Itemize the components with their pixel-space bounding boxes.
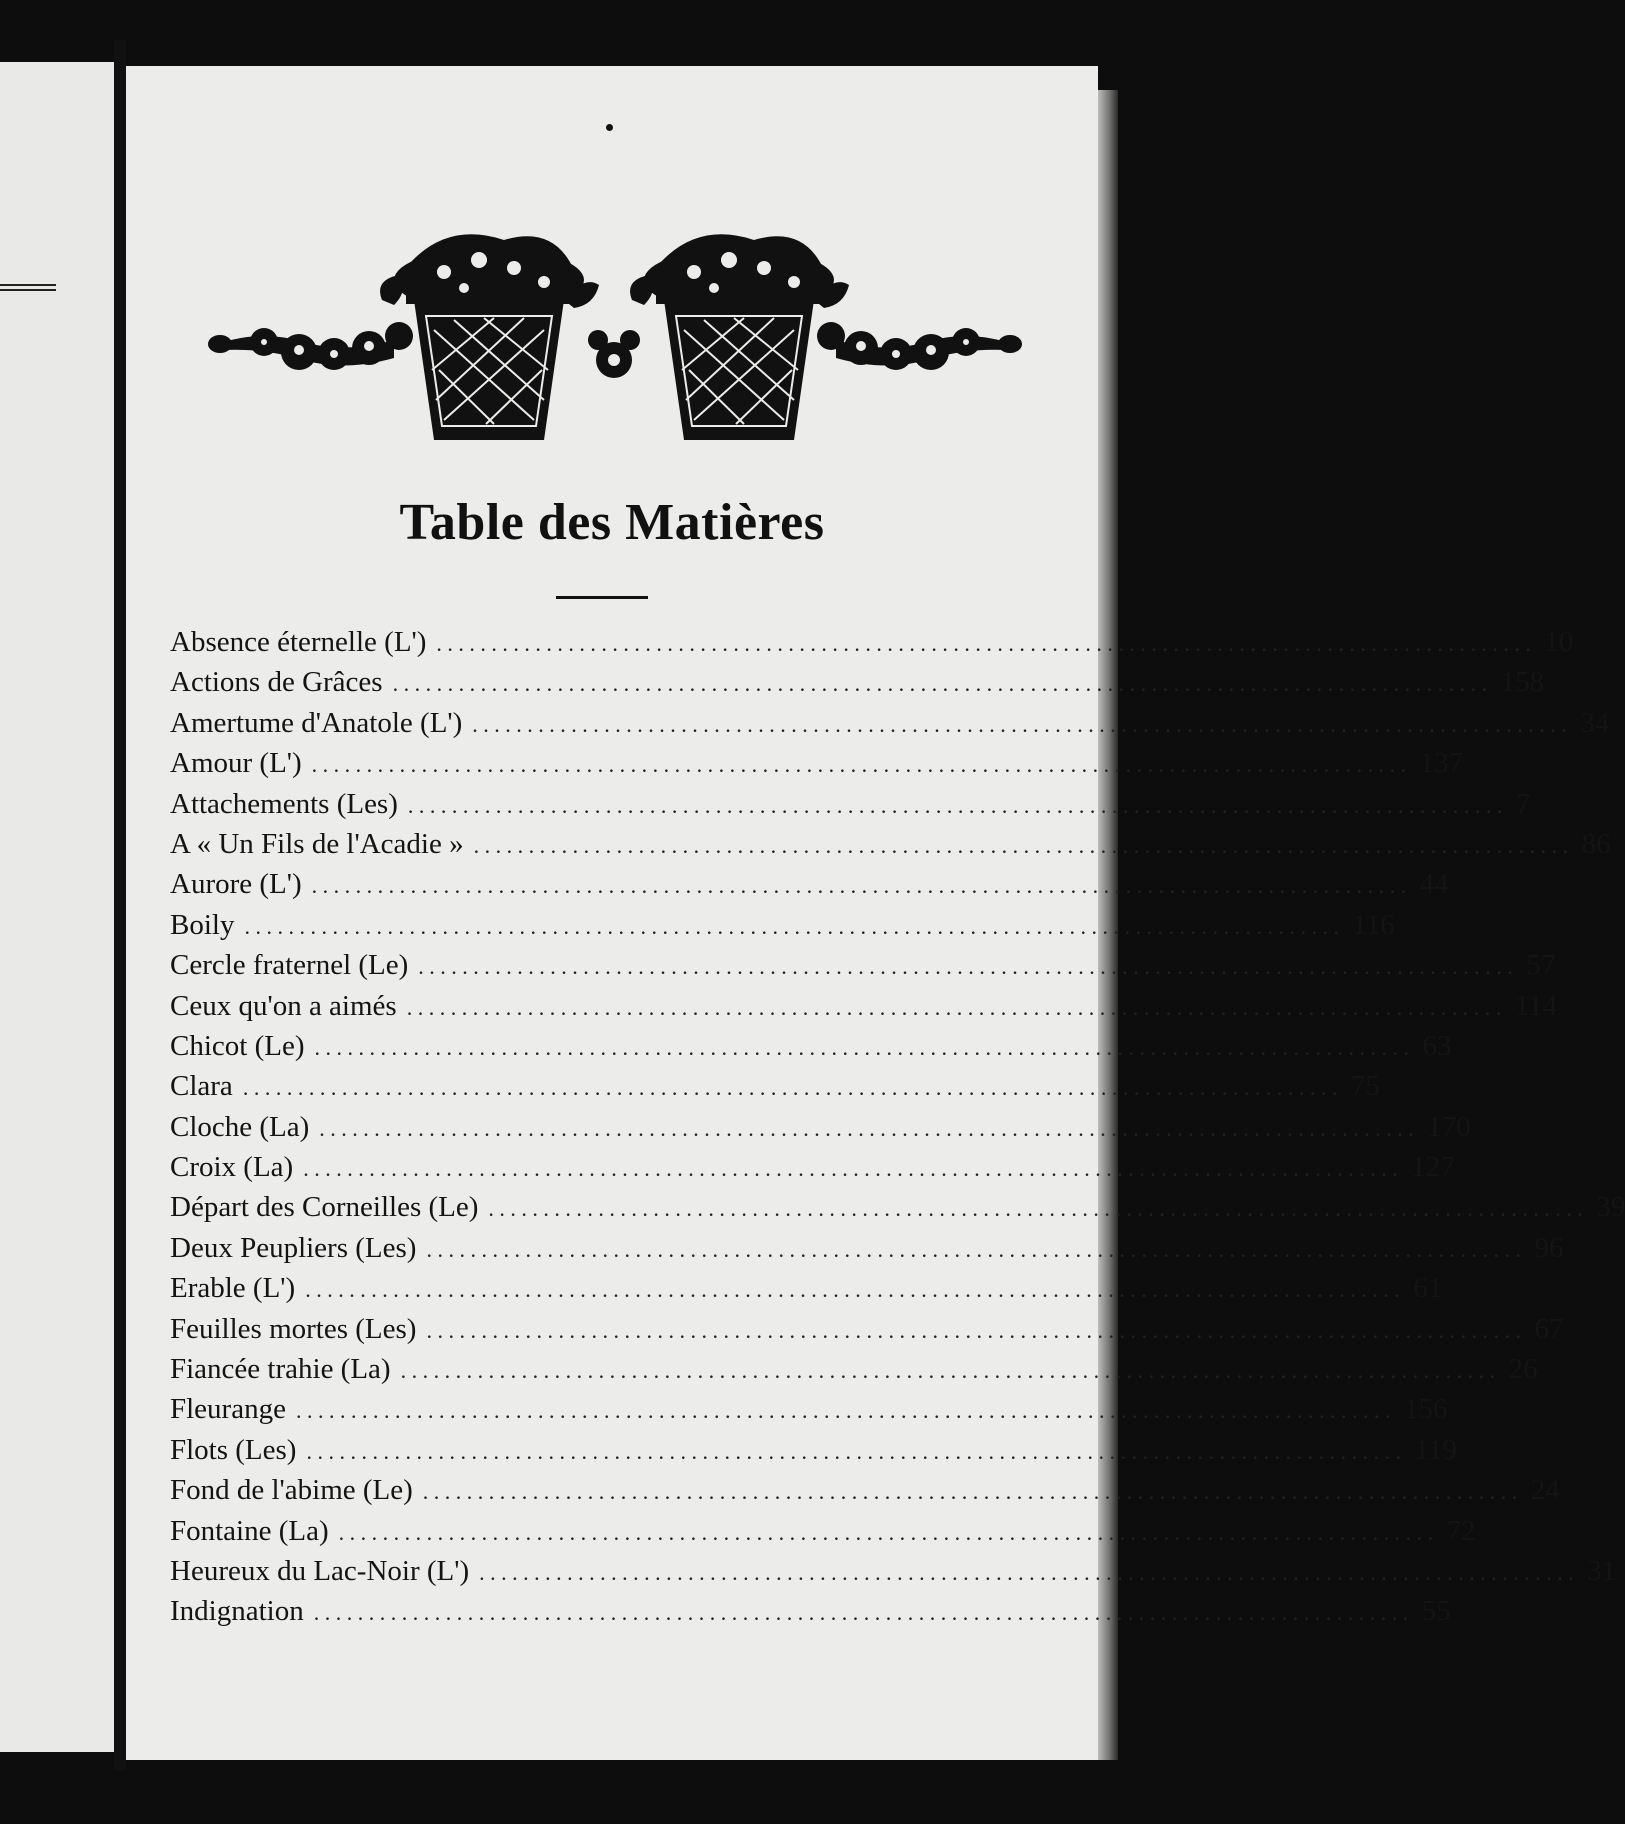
toc-entry: [170, 1231, 1564, 1272]
toc-dot-leader: ....................................................................................................: [319, 1115, 1420, 1141]
page-dot: [606, 124, 613, 131]
toc-entry-title: Ceux qu'on a aimés: [170, 989, 397, 1022]
toc-entry: [170, 1151, 1455, 1191]
toc-entry-page-number: 24: [1530, 1474, 1560, 1507]
toc-dot-leader: ....................................................................................................: [392, 671, 1493, 697]
toc-entry-page-number: 170: [1427, 1110, 1471, 1143]
toc-entry: [170, 1595, 1451, 1635]
toc-entry: [170, 1554, 1617, 1595]
toc-entry: [170, 1272, 1443, 1312]
toc-entry-title: Amertume d'Anatole (L'): [170, 706, 463, 739]
toc-entry-title: Fleurange: [170, 1393, 286, 1426]
toc-dot-leader: ....................................................................................................: [479, 1559, 1580, 1585]
toc-entry-page-number: 86: [1581, 827, 1611, 860]
toc-entry: [170, 1110, 1471, 1151]
toc-entry: [170, 868, 1449, 908]
toc-entry: [170, 706, 1610, 747]
toc-dot-leader: ....................................................................................................: [314, 1034, 1415, 1060]
toc-entry: [170, 1070, 1380, 1110]
toc-entry-title: Deux Peupliers (Les): [170, 1231, 417, 1264]
toc-entry: [170, 1433, 1457, 1474]
toc-dot-leader: ....................................................................................................: [306, 1438, 1407, 1464]
toc-entry-title: Heureux du Lac-Noir (L'): [170, 1554, 470, 1587]
toc-dot-leader: ....................................................................................................: [407, 792, 1508, 818]
toc-entry-page-number: 119: [1414, 1433, 1457, 1466]
toc-entry: [170, 666, 1545, 706]
toc-entry: [170, 1353, 1538, 1393]
toc-entry-page-number: 7: [1515, 787, 1531, 820]
toc-entry-page-number: 34: [1580, 706, 1610, 739]
toc-dot-leader: ....................................................................................................: [305, 1277, 1406, 1303]
toc-dot-leader: ....................................................................................................: [295, 1398, 1396, 1424]
toc-entry-page-number: 67: [1534, 1312, 1564, 1345]
title-rule: [556, 596, 648, 599]
toc-entry-page-number: 10: [1544, 626, 1574, 658]
toc-entry-title: Amour (L'): [170, 747, 302, 780]
toc-entry-title: Croix (La): [170, 1151, 294, 1184]
toc-entry-title: Fontaine (La): [170, 1514, 329, 1547]
toc-dot-leader: ....................................................................................................: [436, 631, 1537, 656]
toc-entry-title: Actions de Grâces: [170, 666, 383, 699]
toc-entry-page-number: 26: [1508, 1353, 1538, 1386]
toc-entry: [170, 626, 1574, 666]
toc-entry: [170, 1312, 1564, 1353]
toc-entry-title: Chicot (Le): [170, 1029, 305, 1062]
table-of-contents: [170, 626, 1625, 1636]
toc-entry: [170, 989, 1558, 1030]
toc-dot-leader: ....................................................................................................: [311, 873, 1412, 899]
toc-entry-page-number: 57: [1526, 949, 1556, 982]
toc-entry: [170, 787, 1531, 828]
toc-dot-leader: ....................................................................................................: [313, 1600, 1414, 1626]
toc-dot-leader: ....................................................................................................: [426, 1236, 1527, 1262]
toc-entry-title: Erable (L'): [170, 1272, 296, 1305]
toc-dot-leader: ....................................................................................................: [303, 1156, 1404, 1182]
toc-entry-page-number: 116: [1352, 908, 1395, 941]
toc-entry-title: Fiancée trahie (La): [170, 1353, 391, 1386]
toc-entry-title: Aurore (L'): [170, 868, 302, 901]
toc-dot-leader: ....................................................................................................: [406, 994, 1507, 1020]
toc-entry: [170, 908, 1395, 949]
toc-dot-leader: ....................................................................................................: [426, 1317, 1527, 1343]
toc-dot-leader: ....................................................................................................: [472, 711, 1573, 737]
toc-entry-title: Attachements (Les): [170, 787, 398, 820]
toc-entry-title: Cercle fraternel (Le): [170, 949, 409, 982]
toc-entry-page-number: 127: [1411, 1151, 1455, 1184]
toc-entry-page-number: 55: [1421, 1595, 1451, 1628]
toc-dot-leader: ....................................................................................................: [311, 752, 1412, 778]
toc-entry: [170, 1514, 1476, 1555]
book-gutter: [114, 40, 126, 1770]
toc-entry-title: Cloche (La): [170, 1110, 310, 1143]
toc-entry-title: Fond de l'abime (Le): [170, 1474, 413, 1507]
toc-entry: [170, 1029, 1452, 1070]
toc-dot-leader: ....................................................................................................: [338, 1519, 1439, 1545]
toc-entry-title: Flots (Les): [170, 1433, 297, 1466]
toc-entry: [170, 1393, 1448, 1433]
facing-page: [0, 62, 114, 1752]
toc-dot-leader: ....................................................................................................: [422, 1479, 1523, 1505]
toc-entry-page-number: 39: [1596, 1191, 1625, 1224]
toc-entry-title: Boily: [170, 908, 235, 941]
toc-entry-page-number: 31: [1587, 1554, 1617, 1587]
toc-entry-page-number: 158: [1500, 666, 1545, 699]
toc-entry-page-number: 137: [1419, 747, 1464, 780]
toc-entry-title: Absence éternelle (L'): [170, 626, 427, 658]
toc-dot-leader: ....................................................................................................: [488, 1196, 1589, 1222]
toc-entry-page-number: 63: [1422, 1029, 1452, 1062]
facing-page-rule: [0, 284, 56, 286]
toc-entry-title: Départ des Corneilles (Le): [170, 1191, 479, 1224]
toc-entry-page-number: 72: [1446, 1514, 1476, 1547]
toc-entry-page-number: 96: [1534, 1231, 1564, 1264]
toc-dot-leader: ....................................................................................................: [418, 954, 1519, 980]
toc-entry-title: A « Un Fils de l'Acadie »: [170, 827, 464, 860]
toc-dot-leader: ....................................................................................................: [242, 1075, 1343, 1101]
toc-entry-page-number: 75: [1350, 1070, 1380, 1103]
toc-entry-page-number: 114: [1514, 989, 1558, 1022]
toc-dot-leader: ....................................................................................................: [400, 1358, 1501, 1384]
toc-entry: [170, 949, 1556, 989]
toc-entry-page-number: 156: [1403, 1393, 1448, 1426]
toc-dot-leader: ....................................................................................................: [473, 832, 1574, 858]
toc-entry-title: Indignation: [170, 1595, 304, 1628]
flower-baskets-ornament-icon: [204, 230, 1024, 470]
toc-entry: [170, 1191, 1625, 1231]
toc-entry-title: Clara: [170, 1070, 233, 1103]
toc-dot-leader: ....................................................................................................: [244, 913, 1345, 939]
page-title: Table des Matières: [399, 494, 825, 551]
toc-entry-title: Feuilles mortes (Les): [170, 1312, 417, 1345]
toc-entry-page-number: 61: [1413, 1272, 1443, 1305]
toc-entry: [170, 1474, 1560, 1514]
toc-entry-page-number: 44: [1419, 868, 1449, 901]
toc-entry: [170, 747, 1464, 787]
toc-entry: [170, 827, 1611, 868]
